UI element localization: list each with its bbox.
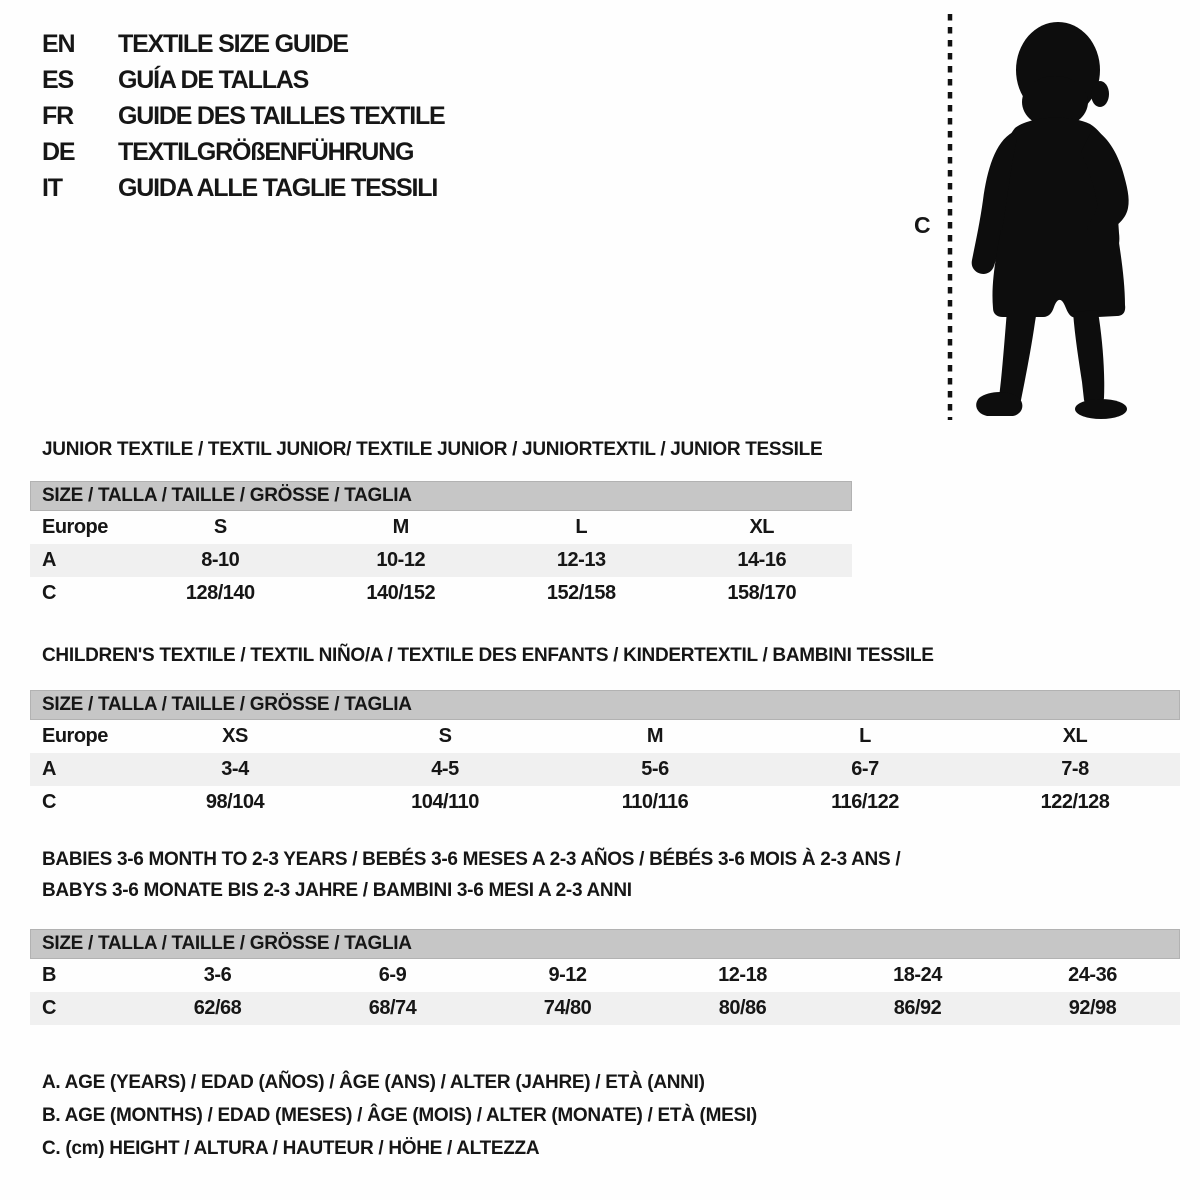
silhouette-shorts: [992, 230, 1125, 318]
language-label: TEXTILE SIZE GUIDE: [118, 29, 348, 58]
size-table: [30, 929, 1180, 1025]
language-list: [42, 26, 445, 206]
size-cell: 8-10: [201, 549, 240, 571]
size-cell: M: [392, 516, 409, 538]
size-cell: 104/110: [411, 791, 479, 813]
row-label: B: [42, 964, 56, 986]
size-cell: 4-5: [431, 758, 459, 780]
row-label: C: [42, 791, 56, 813]
language-row: [42, 98, 445, 134]
size-cell: 116/122: [831, 791, 899, 813]
silhouette-left-foot: [976, 392, 1022, 416]
table-row-a: [30, 753, 1180, 786]
height-measure-label: C: [914, 212, 931, 238]
silhouette-left-leg: [999, 310, 1037, 407]
row-label: Europe: [42, 725, 108, 747]
language-row: [42, 170, 445, 206]
language-label: GUIDA ALLE TAGLIE TESSILI: [118, 173, 438, 202]
table-row-c: [30, 577, 852, 610]
size-cell: 12-13: [556, 549, 606, 571]
size-cell: 24-36: [1068, 964, 1117, 986]
section-title: [30, 640, 1180, 671]
language-label: GUÍA DE TALLAS: [118, 65, 309, 94]
table-row-a: [30, 544, 852, 577]
size-cell: 62/68: [193, 997, 242, 1019]
row-label: A: [42, 758, 56, 780]
silhouette-right-foot: [1075, 399, 1127, 419]
table-row-b: [30, 959, 1180, 992]
size-cell: 9-12: [548, 964, 587, 986]
section-title: [30, 434, 852, 465]
size-cell: 12-18: [718, 964, 767, 986]
size-cell: 122/128: [1040, 791, 1110, 813]
legend-line: C. (cm) HEIGHT / ALTURA / HAUTEUR / HÖHE / ALTEZZA: [42, 1138, 540, 1159]
language-code: DE: [42, 137, 75, 166]
legend: [42, 1066, 757, 1165]
size-cell: 7-8: [1061, 758, 1089, 780]
section-title: [30, 844, 1180, 906]
size-cell: 80/86: [718, 997, 767, 1019]
silhouette-right-leg: [1073, 310, 1104, 407]
table-row-c: [30, 992, 1180, 1025]
size-cell: 74/80: [543, 997, 592, 1019]
section-title-line: BABYS 3-6 MONATE BIS 2-3 JAHRE / BAMBINI 3-6 MESI A 2-3 ANNI: [42, 880, 632, 901]
language-code: EN: [42, 29, 75, 58]
language-row: [42, 26, 445, 62]
size-header-bar: SIZE / TALLA / TAILLE / GRÖSSE / TAGLIA: [30, 929, 1180, 959]
language-row: [42, 62, 445, 98]
size-cell: 68/74: [368, 997, 417, 1019]
language-code: FR: [42, 101, 73, 130]
size-cell: XS: [222, 725, 248, 747]
row-label: Europe: [42, 516, 108, 538]
size-cell: 5-6: [641, 758, 669, 780]
section-babies-textile: [30, 844, 1180, 1025]
section-title-line: CHILDREN'S TEXTILE / TEXTIL NIÑO/A / TEXTILE DES ENFANTS / KINDERTEXTIL / BAMBINI TESSILE: [42, 645, 934, 666]
row-label: C: [42, 997, 56, 1019]
size-cell: M: [646, 725, 664, 747]
legend-line: B. AGE (MONTHS) / EDAD (MESES) / ÂGE (MOIS) / ALTER (MONATE) / ETÀ (MESI): [42, 1105, 757, 1126]
size-cell: 10-12: [376, 549, 426, 571]
size-header-bar: SIZE / TALLA / TAILLE / GRÖSSE / TAGLIA: [30, 481, 852, 511]
size-cell: 98/104: [205, 791, 265, 813]
size-header-bar: SIZE / TALLA / TAILLE / GRÖSSE / TAGLIA: [30, 690, 1180, 720]
size-cell: S: [213, 516, 227, 538]
table-row-europe: [30, 720, 1180, 753]
language-code: ES: [42, 65, 73, 94]
size-cell: 6-7: [851, 758, 879, 780]
language-label: GUIDE DES TAILLES TEXTILE: [118, 101, 445, 130]
row-label: C: [42, 582, 56, 604]
size-cell: 3-4: [221, 758, 249, 780]
language-code: IT: [42, 173, 62, 202]
size-cell: 92/98: [1068, 997, 1117, 1019]
size-cell: XL: [1062, 725, 1088, 747]
size-cell: L: [575, 516, 588, 538]
table-row-europe: [30, 511, 852, 544]
height-measure-line: [946, 14, 954, 420]
section-title-line: BABIES 3-6 MONTH TO 2-3 YEARS / BEBÉS 3-6 MESES A 2-3 AÑOS / BÉBÉS 3-6 MOIS À 2-3 ANS /: [42, 849, 901, 870]
size-cell: 14-16: [737, 549, 787, 571]
section-childrens-textile: [30, 640, 1180, 819]
section-title-line: JUNIOR TEXTILE / TEXTIL JUNIOR/ TEXTILE JUNIOR / JUNIORTEXTIL / JUNIOR TESSILE: [42, 439, 823, 460]
toddler-silhouette-image: [955, 10, 1140, 422]
legend-line: A. AGE (YEARS) / EDAD (AÑOS) / ÂGE (ANS) / ALTER (JAHRE) / ETÀ (ANNI): [42, 1072, 705, 1093]
section-junior-textile: [30, 434, 852, 610]
size-cell: 3-6: [203, 964, 232, 986]
language-label: TEXTILGRÖßENFÜHRUNG: [118, 137, 414, 166]
silhouette-ear: [1091, 81, 1109, 107]
size-cell: 140/152: [366, 582, 436, 604]
size-table: [30, 690, 1180, 819]
size-cell: S: [438, 725, 452, 747]
language-row: [42, 134, 445, 170]
size-cell: 158/170: [727, 582, 797, 604]
size-cell: 6-9: [378, 964, 407, 986]
size-cell: XL: [749, 516, 775, 538]
row-label: A: [42, 549, 56, 571]
size-cell: L: [859, 725, 871, 747]
size-cell: 152/158: [546, 582, 616, 604]
size-cell: 18-24: [893, 964, 942, 986]
size-cell: 86/92: [893, 997, 942, 1019]
table-row-c: [30, 786, 1180, 819]
size-cell: 110/116: [621, 791, 689, 813]
size-cell: 128/140: [185, 582, 255, 604]
size-table: [30, 481, 852, 610]
